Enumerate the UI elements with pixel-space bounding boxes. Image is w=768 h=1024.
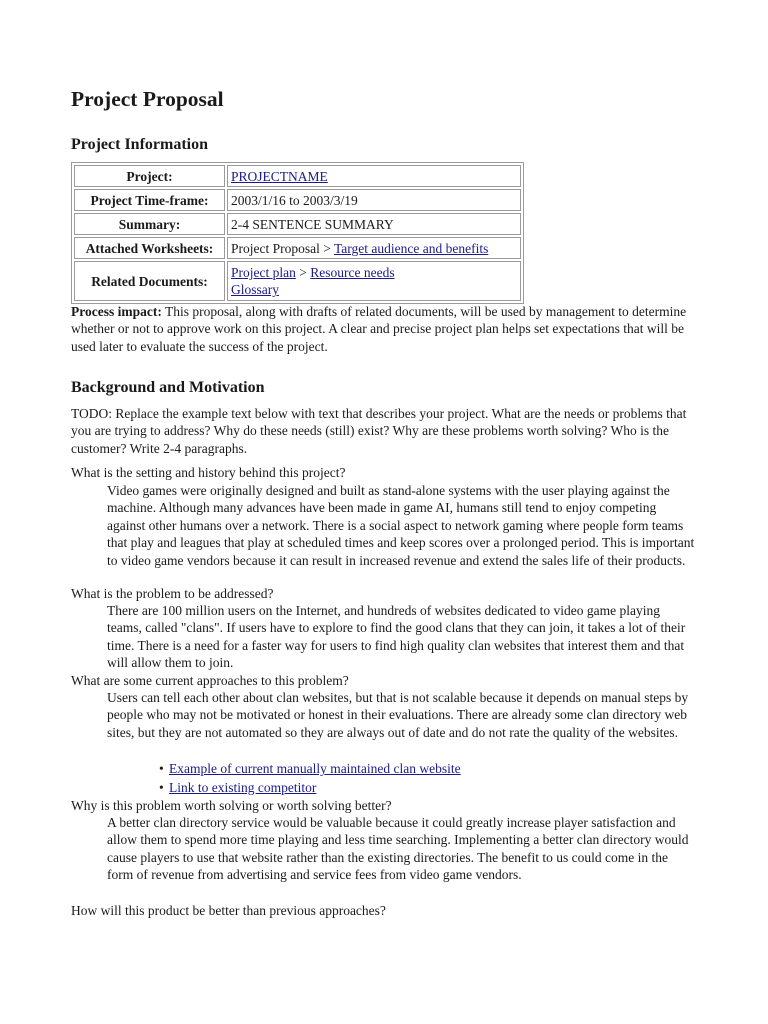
competitor-link[interactable]: Link to existing competitor bbox=[169, 779, 317, 795]
worksheets-value bbox=[227, 237, 521, 259]
table-row bbox=[74, 261, 521, 301]
summary-label: Summary: bbox=[74, 213, 225, 235]
worksheets-prefix: Project Proposal > bbox=[231, 240, 334, 256]
process-impact-label: Process impact: bbox=[71, 304, 162, 319]
project-name-link[interactable]: PROJECTNAME bbox=[231, 168, 328, 184]
clan-website-example-link[interactable]: Example of current manually maintained clan website bbox=[169, 761, 461, 776]
table-row bbox=[74, 213, 521, 235]
target-audience-link[interactable]: Target audience and benefits bbox=[333, 240, 489, 256]
related-docs-separator: > bbox=[295, 265, 311, 280]
related-docs-value bbox=[227, 261, 521, 301]
process-impact-paragraph bbox=[71, 303, 695, 355]
bullet-icon: • bbox=[159, 779, 164, 795]
table-row bbox=[74, 165, 521, 187]
table-row bbox=[74, 189, 521, 211]
answer-setting-history: Video games were originally designed and built as stand-alone systems with the user playing against the machine. Although many advances have been made in game AI, humans still tend to enjoy competing against other humans over a network. There is a social aspect to network gaming where people form teams that play and leagues that play at scheduled times and keep scores over a prolonged period. This is important to video game vendors because it can result in increased revenue and extend the sales life of their products. bbox=[107, 483, 695, 568]
reference-links-list bbox=[159, 760, 461, 797]
timeframe-label: Project Time-frame: bbox=[74, 189, 225, 211]
project-value bbox=[227, 165, 521, 187]
list-item bbox=[159, 779, 461, 798]
project-info-table bbox=[71, 162, 524, 304]
question-worth-solving: Why is this problem worth solving or worth solving better? bbox=[71, 798, 392, 813]
process-impact-text: This proposal, along with drafts of related documents, will be used by management to determine whether or not to approve work on this project. A clear and precise project plan helps set expectations that will be used later to evaluate the success of the project. bbox=[71, 304, 687, 354]
project-label: Project: bbox=[74, 165, 225, 187]
question-problem: What is the problem to be addressed? bbox=[71, 586, 274, 601]
question-better-product: How will this product be better than previous approaches? bbox=[71, 903, 386, 918]
question-current-approaches: What are some current approaches to this problem? bbox=[71, 673, 349, 688]
summary-value: 2-4 SENTENCE SUMMARY bbox=[227, 213, 521, 235]
resource-needs-link[interactable]: Resource needs bbox=[310, 265, 395, 280]
answer-problem: There are 100 million users on the Internet, and hundreds of websites dedicated to video game playing teams, called "clans". If users have to explore to find the good clans that they can join, it takes a lot of their time. There is a need for a faster way for users to find high quality clan websites that interest them and that will allow them to join. bbox=[107, 603, 686, 671]
answer-current-approaches: Users can tell each other about clan websites, but that is not scalable because it depends on manual steps by people who may not be motivated or honest in their evaluations. There are already some clan directory web sites, but they are not automated so they are always out of date and do not rate the quality of the websites. bbox=[107, 690, 689, 740]
list-item bbox=[159, 760, 461, 779]
project-information-heading: Project Information bbox=[71, 136, 208, 153]
answer-worth-solving: A better clan directory service would be valuable because it could greatly increase player satisfaction and allow them to spend more time playing and less time searching. Implementing a better clan directory would cause players to use that website rather than the existing directories. The benefit to us could come in the form of revenue from advertising and service fees from video game vendors. bbox=[107, 815, 689, 883]
question-setting-history: What is the setting and history behind this project? bbox=[71, 465, 346, 480]
bullet-icon: • bbox=[159, 761, 164, 776]
worksheets-label: Attached Worksheets: bbox=[74, 237, 225, 259]
related-docs-label: Related Documents: bbox=[74, 261, 225, 301]
project-plan-link[interactable]: Project plan bbox=[231, 265, 296, 280]
todo-paragraph: TODO: Replace the example text below with text that describes your project. What are the needs or problems that you are trying to address? Why do these needs (still) exist? Why are these problems worth solving? Who is the customer? Write 2-4 paragraphs. bbox=[71, 406, 687, 456]
background-heading: Background and Motivation bbox=[71, 379, 265, 396]
timeframe-value: 2003/1/16 to 2003/3/19 bbox=[227, 189, 521, 211]
glossary-link[interactable]: Glossary bbox=[231, 282, 279, 297]
page-title: Project Proposal bbox=[71, 87, 224, 111]
table-row bbox=[74, 237, 521, 259]
